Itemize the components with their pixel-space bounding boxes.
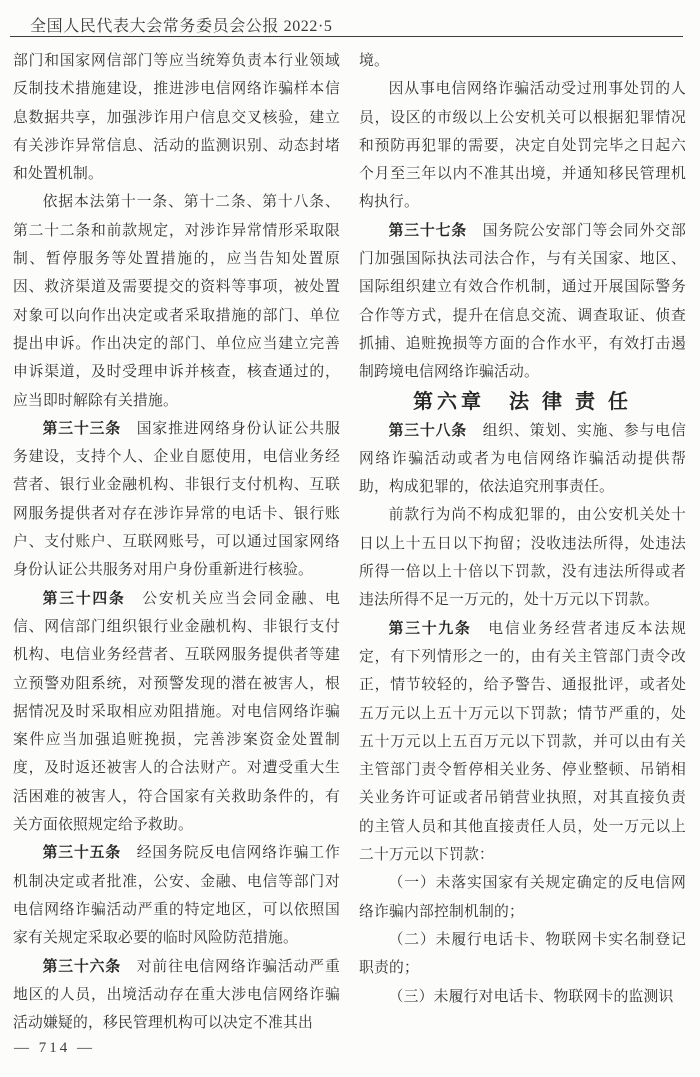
paragraph-text: （一）未落实国家有关规定确定的反电信网络诈骗内部控制机制的； (359, 875, 686, 920)
left-column (13, 47, 340, 1037)
paragraph-text: （二）未履行电话卡、物联网卡实名制登记职责的； (359, 931, 686, 977)
paragraph-text: （三）未履行对电话卡、物联网卡的监测识 (388, 988, 674, 1005)
paragraph-text: 前款行为尚不构成犯罪的，由公安机关处十日以上十五日以下拘留；没收违法所得，处违法所得一倍以上十倍以下罚款，没有违法所得或者违法所得不足一万元的，处十万元以下罚款。 (359, 507, 686, 609)
paragraph-article-35 (13, 839, 340, 952)
chapter-heading: 第六章 法 律 责 任 (413, 390, 632, 413)
article-number: 第三十五条 (42, 845, 122, 862)
paragraph-text: 经国务院反电信网络诈骗工作机制决定或者批准，公安、金融、电信等部门对电信网络诈骗活动严重的特定地区，可以依照国家有关规定采取必要的临时风险防范措施。 (13, 845, 340, 947)
paragraph-text: 对前往电信网络诈骗活动严重地区的人员，出境活动存在重大涉电信网络诈骗活动嫌疑的，移民管理机构可以决定不准其出 (13, 958, 340, 1032)
paragraph (359, 75, 686, 216)
paragraph-text: 国家推进网络身份认证公共服务建设，支持个人、企业自愿使用，电信业务经营者、银行业金融机构、非银行支付机构、互联网服务提供者对存在涉诈异常的电话卡、银行账户、支付账户、互联网账号，可以通过国家网络身份认证公共服务对用户身份重新进行核验。 (13, 420, 340, 579)
page-header-title: 全国人民代表大会常务委员会公报 2022·5 (30, 18, 333, 35)
paragraph-continuation (359, 47, 686, 75)
list-item-1 (359, 869, 686, 926)
right-column (359, 47, 686, 1037)
paragraph-article-34 (13, 585, 340, 840)
page-number: — 714 — (14, 1040, 95, 1056)
article-number: 第三十七条 (388, 222, 468, 239)
paragraph-article-33 (13, 415, 340, 585)
article-number: 第三十九条 (388, 620, 472, 637)
paragraph (13, 188, 340, 414)
paragraph-article-37 (359, 217, 686, 387)
paragraph (359, 501, 686, 614)
list-item-2 (359, 926, 686, 983)
paragraph-text: 组织、策划、实施、参与电信网络诈骗活动或者为电信网络诈骗活动提供帮助，构成犯罪的，依法追究刑事责任。 (359, 422, 686, 496)
header-divider-rule (10, 36, 683, 37)
paragraph-text: 因从事电信网络诈骗活动受过刑事处罚的人员，设区的市级以上公安机关可以根据犯罪情况和预防再犯罪的需要，决定自处罚完毕之日起六个月至三年以内不准其出境，并通知移民管理机构执行。 (359, 81, 686, 211)
paragraph-text: 依据本法第十一条、第十二条、第十八条、第二十二条和前款规定，对涉诈异常情形采取限制、暂停服务等处置措施的，应当告知处置原因、救济渠道及需要提交的资料等事项，被处置对象可以向作出决定或者采取措施的部门、单位提出申诉。作出决定的部门、单位应当建立完善申诉渠道，及时受理申诉并核查，核查通过的，应当即时解除有关措施。 (13, 194, 340, 409)
two-column-body (13, 47, 687, 1037)
paragraph-article-39 (359, 615, 686, 870)
list-item-3 (359, 983, 686, 1011)
article-number: 第三十六条 (42, 958, 122, 975)
paragraph-text: 电信业务经营者违反本法规定，有下列情形之一的，由有关主管部门责令改正，情节较轻的，给予警告、通报批评，或者处五万元以上五十万元以下罚款；情节严重的，处五十万元以上五百万元以下罚款，并可以由有关主管部门责令暂停相关业务、停业整顿、吊销相关业务许可证或者吊销营业执照，对其直接负责的主管人员和其他直接责任人员，处一万元以上二十万元以下罚款： (359, 620, 686, 864)
paragraph-article-36 (13, 953, 340, 1038)
paragraph-text: 公安机关应当会同金融、电信、网信部门组织银行业金融机构、非银行支付机构、电信业务经营者、互联网服务提供者等建立预警劝阻系统，对预警发现的潜在被害人，根据情况及时采取相应劝阻措施。对电信网络诈骗案件应当加强追赃挽损，完善涉案资金处置制度，及时返还被害人的合法财产。对遭受重大生活困难的被害人，符合国家有关救助条件的，有关方面依照规定给予救助。 (13, 590, 340, 834)
paragraph-article-38 (359, 417, 686, 502)
article-number: 第三十八条 (388, 422, 468, 439)
paragraph-text: 国务院公安部门等会同外交部门加强国际执法司法合作，与有关国家、地区、国际组织建立有效合作机制，通过开展国际警务合作等方式，提升在信息交流、调查取证、侦查抓捕、追赃挽损等方面的合作水平，有效打击遏制跨境电信网络诈骗活动。 (359, 222, 686, 381)
article-number: 第三十三条 (42, 420, 122, 437)
paragraph-text: 境。 (359, 53, 389, 69)
paragraph-continuation (13, 47, 340, 188)
article-number: 第三十四条 (42, 590, 126, 607)
paragraph-text: 部门和国家网信部门等应当统筹负责本行业领域反制技术措施建设，推进涉电信网络诈骗样本信息数据共享，加强涉诈用户信息交叉核验，建立有关涉诈异常信息、活动的监测识别、动态封堵和处置机制。 (13, 53, 340, 183)
